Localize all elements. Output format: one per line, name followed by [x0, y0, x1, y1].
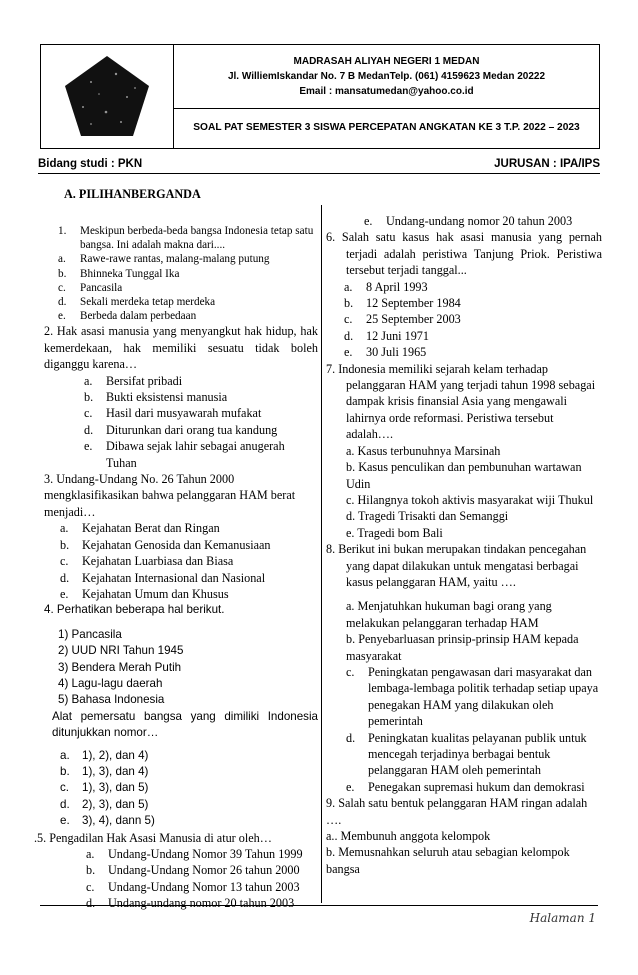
- option: 1), 3), dan 4): [82, 764, 149, 778]
- section-heading: A. PILIHANBERGANDA: [64, 187, 201, 201]
- subject-bar: [38, 156, 600, 174]
- option: 12 Juni 1971: [366, 328, 429, 343]
- option: Bukti eksistensi manusia: [106, 390, 228, 405]
- right-column: [326, 213, 602, 877]
- school-name: MADRASAH ALIYAH NEGERI 1 MEDAN: [293, 56, 480, 67]
- option: Pancasila: [80, 281, 123, 294]
- option: Undang-undang nomor 20 tahun 2003: [108, 896, 295, 911]
- option: 3), 4), dann 5): [82, 814, 155, 828]
- question-5: .5. Pengadilan Hak Asasi Manusia di atur oleh… a. Undang-Undang Nomor 39 Tahun 1999 b. Undang-Undang Nomor 26 tahun 2000 c. Undang-Undang Nomor 13 tahun 2003 d. Undang-undang nomor 20 tahun 2003: [34, 830, 318, 912]
- option: 12 September 1984: [366, 296, 461, 311]
- list-item: 1) Pancasila: [58, 627, 122, 641]
- option: 1), 2), dan 4): [82, 748, 149, 762]
- major-label: JURUSAN : IPA/IPS: [494, 158, 600, 170]
- list-item: 2) UUD NRI Tahun 1945: [58, 644, 184, 658]
- option: Bhinneka Tunggal Ika: [80, 267, 180, 280]
- option: b. Kasus penculikan dan pembunuhan wartawan Udin: [346, 460, 582, 491]
- option: Kejahatan Berat dan Ringan: [82, 521, 220, 536]
- option: Undang-Undang Nomor 39 Tahun 1999: [108, 847, 303, 862]
- question-4: 4. Perhatikan beberapa hal berikut. 1) Pancasila 2) UUD NRI Tahun 1945 3) Bendera Merah Putih 4) Lagu-lagu daerah 5) Bahasa Indonesia Alat pemersatu bangsa yang dimiliki Indonesia ditunjukkan nomor… a. 1), 2), dan 4) b. 1), 3), dan 4) c. 1), 3), dan 5) d. 2), 3), dan 5) e. 3), 4), dann 5): [44, 602, 318, 829]
- question-3: 3. Undang-Undang No. 26 Tahun 2000 mengklasifikasikan bahwa pelanggaran HAM berat menjadi… a. Kejahatan Berat dan Ringan b. Kejahatan Genosida dan Kemanusiaan c. Kejahatan Luarbiasa dan Biasa d. Kejahatan Internasional dan Nasional e. Kejahatan Umum dan Khusus: [44, 471, 318, 602]
- option: Diturunkan dari orang tua kandung: [106, 422, 278, 437]
- question-text: 2. Hak asasi manusia yang menyangkut hak hidup, hak kemerdekaan, hak memiliki sesuatu tidak boleh diganggu karena…: [44, 324, 318, 372]
- option: a. Kasus terbunuhnya Marsinah: [346, 443, 501, 458]
- option: e. Tragedi bom Bali: [346, 525, 443, 540]
- option: Peningkatan kualitas pelayanan publik untuk mencegah terjadinya berbagai bentuk pelanggaran HAM oleh pemerintah: [368, 730, 587, 778]
- option: 25 September 2003: [366, 312, 461, 327]
- school-email: Email : mansatumedan@yahoo.co.id: [299, 86, 474, 97]
- question-text: 7. Indonesia memiliki sejarah kelam terhadap pelanggaran HAM yang terjadi tahun 1998 sebagai dampak krisis finansial Asia yang mengawali lahirnya orde reformasi. Peristiwa tersebut adalah….: [326, 361, 596, 442]
- option: Penegakan supremasi hukum dan demokrasi: [368, 779, 585, 794]
- option: Dibawa sejak lahir sebagai anugerah Tuhan: [106, 439, 285, 470]
- list-item: 3) Bendera Merah Putih: [58, 660, 182, 674]
- column-divider: [321, 205, 322, 903]
- school-logo-icon: [61, 52, 153, 142]
- option: c. Hilangnya tokoh aktivis masyarakat wiji Thukul: [346, 492, 594, 507]
- option: Berbeda dalam perbedaan: [80, 310, 197, 323]
- option: Undang-undang nomor 20 tahun 2003: [386, 214, 573, 228]
- page-number: Halaman 1: [529, 911, 596, 925]
- list-item: 5) Bahasa Indonesia: [58, 693, 165, 707]
- exam-title: SOAL PAT SEMESTER 3 SISWA PERCEPATAN ANGKATAN KE 3 T.P. 2022 – 2023: [193, 122, 580, 134]
- question-text: 8. Berikut ini bukan merupakan tindakan pencegahan yang dapat dilakukan untuk mengatasi berbagai kasus pelanggaran HAM, yaitu ….: [326, 542, 587, 589]
- footer-rule: [40, 905, 598, 906]
- option: Kejahatan Internasional dan Nasional: [82, 570, 266, 585]
- option: 30 Juli 1965: [366, 345, 427, 360]
- option: b. Memusnahkan seluruh atau sebagian kelompok bangsa: [326, 845, 570, 876]
- question-text: 4. Perhatikan beberapa hal berikut.: [44, 603, 225, 617]
- subject-label: Bidang studi : PKN: [38, 158, 143, 170]
- option: Kejahatan Genosida dan Kemanusiaan: [82, 537, 271, 552]
- question-1: 1. Meskipun berbeda-beda bangsa Indonesia tetap satu bangsa. Ini adalah makna dari.... a. Rawe-rawe rantas, malang-malang putung b. Bhinneka Tunggal Ika c. Pancasila d. Sekali merdeka tetap merdeka e. Berbeda dalam perbedaan: [46, 224, 318, 323]
- school-address: Jl. WilliemIskandar No. 7 B MedanTelp. (061) 4159623 Medan 20222: [227, 71, 546, 82]
- option: Hasil dari musyawarah mufakat: [106, 406, 262, 421]
- option: 1), 3), dan 5): [82, 781, 149, 795]
- option: Bersifat pribadi: [106, 373, 183, 388]
- question-8: 8. Berikut ini bukan merupakan tindakan pencegahan yang dapat dilakukan untuk mengatasi berbagai kasus pelanggaran HAM, yaitu …. a. Menjatuhkan hukuman bagi orang yang melakukan pelanggaran terhadap HAM b. Penyebarluasan prinsip-prinsip HAM kepada masyarakat c. Peningkatan pengawasan dari masyarakat dan lembaga-lembaga politik terhadap setiap upaya penegakan HAM yang dilakukan oleh pemerintah d. Peningkatan kualitas pelayanan publik untuk mencegah terjadinya berbagai bentuk pelanggaran HAM oleh pemerintah e. Penegakan supremasi hukum dan demokrasi: [326, 541, 602, 795]
- option: Kejahatan Luarbiasa dan Biasa: [82, 554, 234, 569]
- question-text: 3. Undang-Undang No. 26 Tahun 2000 mengklasifikasikan bahwa pelanggaran HAM berat menjadi…: [44, 472, 296, 519]
- option: a. Menjatuhkan hukuman bagi orang yang melakukan pelanggaran terhadap HAM: [346, 599, 552, 630]
- question-stem: Alat pemersatu bangsa yang dimiliki Indonesia ditunjukkan nomor…: [52, 709, 318, 740]
- option: 2), 3), dan 5): [82, 797, 149, 811]
- option: b. Penyebarluasan prinsip-prinsip HAM kepada masyarakat: [346, 632, 579, 663]
- question-text: 6. Salah satu kasus hak asasi manusia yang pernah terjadi adalah peristiwa Tanjung Priok. Peristiwa tersebut terjadi tanggal...: [326, 230, 602, 278]
- question-6: 6. Salah satu kasus hak asasi manusia yang pernah terjadi adalah peristiwa Tanjung Priok. Peristiwa tersebut terjadi tanggal... a. 8 April 1993 b. 12 September 1984 c. 25 September 2003 d. 12 Juni 1971 e. 30 Juli 1965: [326, 230, 602, 360]
- school-logo-cell: [41, 45, 174, 148]
- option: Undang-Undang Nomor 26 tahun 2000: [108, 863, 300, 878]
- question-text: .5. Pengadilan Hak Asasi Manusia di atur oleh…: [34, 830, 272, 845]
- question-7: [326, 361, 602, 541]
- option: a.. Membunuh anggota kelompok: [326, 829, 491, 844]
- list-item: 4) Lagu-lagu daerah: [58, 676, 163, 690]
- question-9: [326, 795, 602, 877]
- option: Kejahatan Umum dan Khusus: [82, 586, 229, 601]
- left-column: [34, 224, 318, 912]
- option: 8 April 1993: [366, 279, 428, 294]
- question-text: Meskipun berbeda-beda bangsa Indonesia tetap satu bangsa. Ini adalah makna dari....: [80, 225, 314, 252]
- letterhead-info: [174, 45, 599, 148]
- option: d. Tragedi Trisakti dan Semanggi: [346, 509, 509, 524]
- option: Rawe-rawe rantas, malang-malang putung: [80, 253, 270, 266]
- question-text: 9. Salah satu bentuk pelanggaran HAM ringan adalah ….: [326, 796, 588, 827]
- option: Undang-Undang Nomor 13 tahun 2003: [108, 879, 300, 894]
- letterhead: [40, 44, 600, 149]
- option: Sekali merdeka tetap merdeka: [80, 296, 216, 309]
- option: Peningkatan pengawasan dari masyarakat dan lembaga-lembaga politik terhadap setiap upaya penegakan HAM yang dilakukan oleh pemerintah: [368, 664, 599, 729]
- school-identity: [174, 45, 599, 109]
- question-2: 2. Hak asasi manusia yang menyangkut hak hidup, hak kemerdekaan, hak memiliki sesuatu tidak boleh diganggu karena… a. Bersifat pribadi b. Bukti eksistensi manusia c. Hasil dari musyawarah mufakat d. Diturunkan dari orang tua kandung e. Dibawa sejak lahir sebagai anugerah Tuhan: [44, 324, 318, 470]
- question-5-continued: e. Undang-undang nomor 20 tahun 2003: [364, 214, 573, 228]
